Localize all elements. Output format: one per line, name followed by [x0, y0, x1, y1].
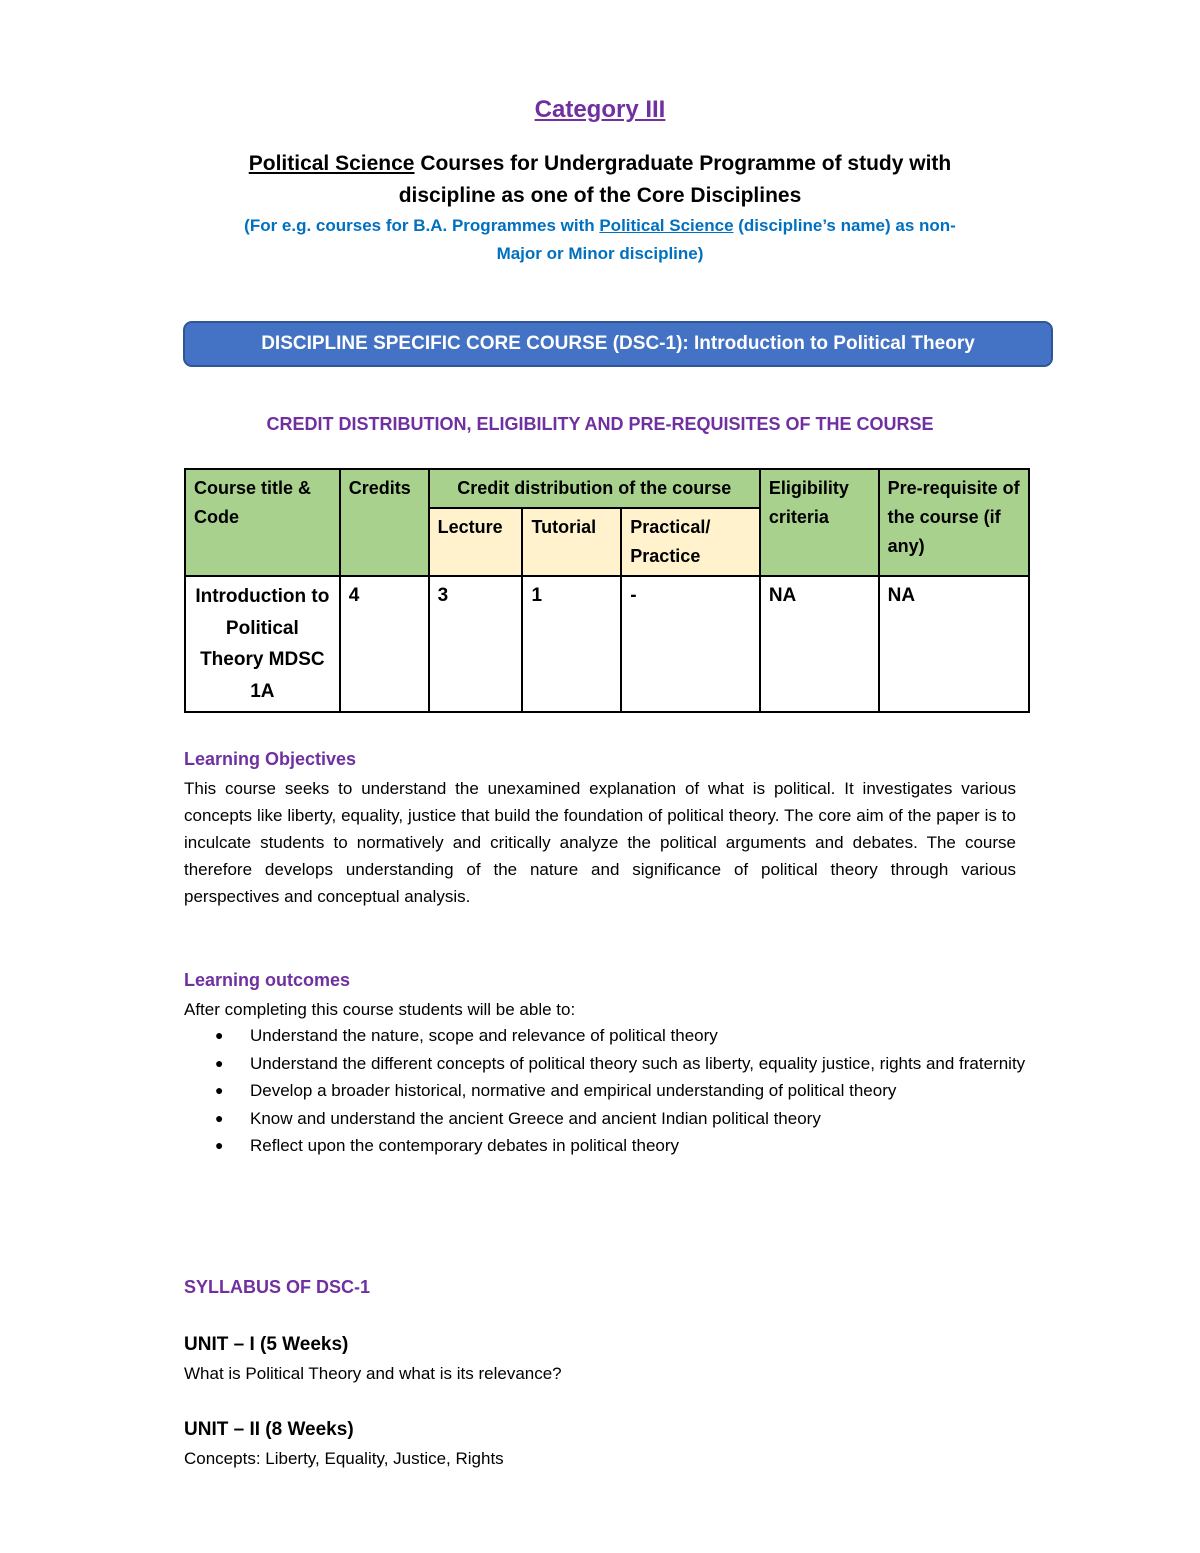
learning-objectives-text: This course seeks to understand the unexamined explanation of what is political. It investigates various concepts like liberty, equality, justice that build the foundation of political theory. The core aim of the paper is to inculcate students to normatively and critically analyze the political arguments and debates. The course therefore develops understanding of the nature and significance of political theory through various perspectives and conceptual analysis. [184, 779, 1016, 906]
cell-course-title: Introduction to Political Theory MDSC 1A [185, 576, 340, 712]
learning-outcomes-title: Learning outcomes [184, 970, 351, 990]
unit-2-title: UNIT – II (8 Weeks) [184, 1419, 354, 1440]
list-item [215, 1105, 1090, 1133]
note-line-1 [0, 212, 1200, 240]
heading-line-1 [0, 148, 1200, 180]
unit-1-title: UNIT – I (5 Weeks) [184, 1334, 349, 1355]
list-item [215, 1077, 1090, 1105]
unit-1-text: What is Political Theory and what is its relevance? [184, 1364, 562, 1383]
header-tutorial: Tutorial [522, 508, 621, 576]
cell-eligibility: NA [760, 576, 879, 712]
list-item-text: Understand the nature, scope and relevance of political theory [250, 1026, 718, 1045]
header-eligibility: Eligibility criteria [760, 469, 879, 576]
table-header-row [185, 469, 1029, 508]
learning-outcomes-list [184, 1022, 1090, 1160]
header-course-title: Course title & Code [185, 469, 340, 576]
heading-line-1-rest: Courses for Undergraduate Programme of study with [414, 152, 952, 175]
cell-prerequisite: NA [879, 576, 1029, 712]
credit-distribution-heading: CREDIT DISTRIBUTION, ELIGIBILITY AND PRE-REQUISITES OF THE COURSE [266, 414, 934, 434]
bullet-icon: ● [215, 1054, 224, 1071]
credit-distribution-table [184, 468, 1030, 713]
header-practical: Practical/ Practice [621, 508, 760, 576]
note-part-1: (For e.g. courses for B.A. Programmes with [244, 216, 600, 235]
list-item-text: Reflect upon the contemporary debates in political theory [250, 1136, 680, 1155]
cell-tutorial: 1 [522, 576, 621, 712]
page-heading [0, 148, 1200, 212]
list-item-text: Develop a broader historical, normative and empirical understanding of political theory [250, 1081, 897, 1100]
dsc-banner: DISCIPLINE SPECIFIC CORE COURSE (DSC-1): Introduction to Political Theory [183, 321, 1053, 367]
list-item [215, 1132, 1090, 1160]
note-part-2: (discipline’s name) as non- [733, 216, 956, 235]
list-item-text: Understand the different concepts of political theory such as liberty, equality justice, rights and fraternity [250, 1053, 1026, 1073]
bullet-icon: ● [215, 1137, 224, 1153]
learning-objectives-title: Learning Objectives [184, 749, 357, 769]
header-credits: Credits [340, 469, 429, 576]
header-credit-distribution: Credit distribution of the course [429, 469, 760, 508]
cell-lecture: 3 [429, 576, 523, 712]
syllabus-title: SYLLABUS OF DSC-1 [184, 1277, 371, 1297]
category-title: Category III [534, 96, 666, 123]
list-item [215, 1050, 1090, 1078]
bullet-icon: ● [215, 1109, 224, 1126]
heading-line-2: discipline as one of the Core Disciplines [398, 184, 802, 207]
unit-2-text: Concepts: Liberty, Equality, Justice, Rights [184, 1449, 504, 1468]
header-prerequisite: Pre-requisite of the course (if any) [879, 469, 1029, 576]
cell-practical: - [621, 576, 760, 712]
note-discipline: Political Science [599, 216, 734, 235]
bullet-icon: ● [215, 1082, 224, 1098]
table-row [185, 576, 1029, 712]
header-lecture: Lecture [429, 508, 523, 576]
list-item-text: Know and understand the ancient Greece and ancient Indian political theory [250, 1108, 821, 1128]
list-item [215, 1022, 1090, 1050]
note-line-2: Major or Minor discipline) [496, 244, 704, 263]
learning-outcomes-intro: After completing this course students will be able to: [184, 1000, 576, 1019]
example-note [0, 212, 1200, 268]
heading-discipline: Political Science [248, 152, 415, 175]
bullet-icon: ● [215, 1027, 224, 1043]
cell-credits: 4 [340, 576, 429, 712]
